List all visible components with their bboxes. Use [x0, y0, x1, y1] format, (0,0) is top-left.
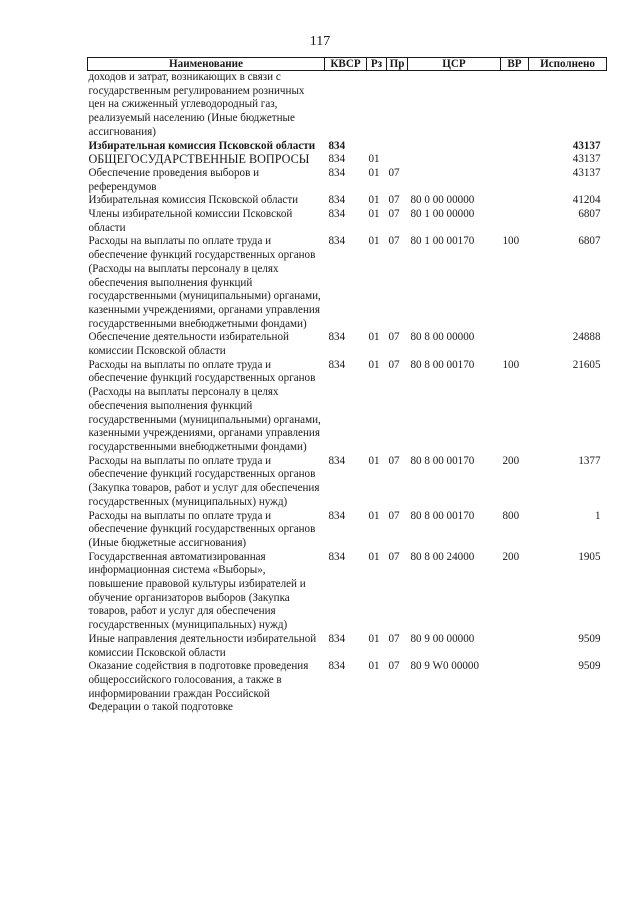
table-row — [88, 235, 607, 331]
cell-csr: 80 1 00 00170 — [410, 235, 475, 248]
cell-name: Члены избирательной комиссии Псковской области — [88, 208, 293, 234]
cell-sum: 1 — [594, 509, 601, 522]
cell-sum: 6807 — [578, 235, 601, 248]
cell-vr — [501, 194, 529, 208]
cell-name: Обеспечение проведения выборов и референдумов — [88, 166, 260, 193]
page-number: 117 — [309, 34, 331, 49]
header-rz: Рз — [367, 58, 387, 71]
cell-kvsr: 834 — [328, 235, 346, 248]
cell-csr — [408, 167, 501, 194]
cell-csr: 80 8 00 24000 — [410, 550, 475, 563]
cell-pr: 07 — [388, 550, 400, 563]
table-row — [88, 167, 607, 194]
cell-name: Государственная автоматизированная информационная система «Выборы», повышение правовой культуры избирателей и обучение организаторов выборов (Закупка товаров, работ и услуг для обеспечения государственных (муниципальных) нужд) — [88, 550, 306, 632]
cell-vr — [501, 331, 529, 358]
cell-pr — [387, 140, 408, 154]
cell-pr: 07 — [388, 509, 400, 522]
cell-kvsr: 834 — [328, 166, 346, 179]
cell-rz: 01 — [368, 358, 380, 371]
header-kvsr: КВСР — [325, 58, 367, 71]
cell-vr — [501, 208, 529, 235]
cell-name: ОБЩЕГОСУДАРСТВЕННЫЕ ВОПРОСЫ — [88, 152, 310, 167]
cell-pr: 07 — [388, 235, 400, 248]
cell-name: Иные направления деятельности избирательной комиссии Псковской области — [88, 632, 317, 659]
cell-sum: 6807 — [578, 208, 601, 221]
cell-csr: 80 1 00 00000 — [410, 208, 475, 221]
cell-kvsr: 834 — [328, 550, 346, 563]
cell-csr — [408, 153, 501, 167]
cell-csr: 80 8 00 00170 — [410, 358, 475, 371]
cell-csr: 80 9 00 00000 — [410, 632, 475, 645]
cell-kvsr: 834 — [328, 208, 346, 221]
cell-csr — [408, 71, 501, 140]
cell-vr — [501, 140, 529, 154]
cell-kvsr: 834 — [328, 153, 346, 166]
budget-table — [87, 57, 607, 715]
cell-pr: 07 — [388, 166, 400, 179]
cell-pr: 07 — [388, 208, 400, 221]
cell-name: Избирательная комиссия Псковской области — [88, 139, 316, 152]
table-header-row — [88, 58, 607, 71]
table-row — [88, 71, 607, 140]
cell-rz — [367, 71, 387, 140]
cell-csr: 80 8 00 00170 — [410, 509, 475, 522]
cell-rz: 01 — [368, 509, 380, 522]
cell-csr — [408, 140, 501, 154]
cell-name: Избирательная комиссия Псковской области — [88, 194, 299, 207]
cell-vr — [501, 153, 529, 167]
cell-pr: 07 — [388, 331, 400, 344]
cell-name: Расходы на выплаты по оплате труда и обеспечение функций государственных органов (Иные бюджетные ассигнования) — [88, 509, 316, 549]
cell-pr: 07 — [388, 194, 400, 207]
table-body — [88, 71, 607, 716]
cell-rz: 01 — [368, 153, 380, 166]
cell-sum: 9509 — [578, 632, 601, 645]
cell-rz: 01 — [368, 194, 380, 207]
cell-vr — [501, 633, 529, 660]
cell-name: Оказание содействия в подготовке проведения общероссийского голосования, а также в информировании граждан Российской Федерации о такой подготовке — [88, 660, 309, 714]
cell-vr: 200 — [502, 550, 520, 563]
header-pr: Пр — [387, 58, 408, 71]
cell-kvsr: 834 — [328, 331, 346, 344]
cell-csr: 80 9 W0 00000 — [410, 660, 480, 673]
cell-kvsr: 834 — [328, 660, 346, 673]
cell-rz: 01 — [368, 166, 380, 179]
cell-sum: 24888 — [572, 331, 601, 344]
cell-rz: 01 — [368, 660, 380, 673]
cell-sum: 43137 — [572, 166, 601, 179]
cell-sum: 21605 — [572, 358, 601, 371]
table-row — [88, 660, 607, 715]
table-row — [88, 633, 607, 660]
cell-rz: 01 — [368, 632, 380, 645]
table-row — [88, 331, 607, 358]
cell-pr — [387, 153, 408, 167]
cell-kvsr — [325, 71, 367, 140]
cell-sum: 41204 — [572, 194, 601, 207]
cell-csr: 80 8 00 00170 — [410, 454, 475, 467]
cell-kvsr: 834 — [328, 358, 346, 371]
table-row — [88, 359, 607, 455]
cell-rz: 01 — [368, 235, 380, 248]
cell-name: Расходы на выплаты по оплате труда и обеспечение функций государственных органов (Закупка товаров, работ и услуг для обеспечения государственных (муниципальных) нужд) — [88, 454, 320, 508]
cell-rz: 01 — [368, 331, 380, 344]
table-row — [88, 194, 607, 208]
cell-name: Обеспечение деятельности избирательной комиссии Псковской области — [88, 331, 289, 358]
cell-name: Расходы на выплаты по оплате труда и обеспечение функций государственных органов (Расходы на выплаты персоналу в целях обеспечения выполнения функций государственными (муниципальными) органами, казенными учреждениями, органами управления государственными внебюджетными фондами) — [88, 358, 321, 453]
cell-sum: 9509 — [578, 660, 601, 673]
table-row — [88, 140, 607, 154]
cell-csr: 80 0 00 00000 — [410, 194, 475, 207]
cell-kvsr: 834 — [328, 194, 346, 207]
cell-vr: 800 — [502, 509, 520, 522]
cell-vr — [501, 660, 529, 715]
cell-vr — [501, 71, 529, 140]
cell-sum — [529, 71, 607, 140]
table-row — [88, 455, 607, 510]
cell-pr: 07 — [388, 454, 400, 467]
cell-vr: 100 — [502, 358, 520, 371]
cell-rz: 01 — [368, 550, 380, 563]
header-vr: ВР — [501, 58, 529, 71]
cell-sum: 43137 — [572, 153, 601, 166]
table-row — [88, 208, 607, 235]
cell-rz — [367, 140, 387, 154]
cell-sum: 1905 — [578, 550, 601, 563]
table-row — [88, 551, 607, 633]
cell-name: доходов и затрат, возникающих в связи с государственным регулированием розничных цен на сжиженный углеводородный газ, реализуемый населению (Иные бюджетные ассигнования) — [88, 71, 305, 138]
cell-sum: 43137 — [572, 139, 601, 152]
cell-kvsr: 834 — [328, 139, 346, 152]
header-sum: Исполнено — [529, 58, 607, 71]
cell-pr: 07 — [388, 632, 400, 645]
header-csr: ЦСР — [408, 58, 501, 71]
cell-kvsr: 834 — [328, 509, 346, 522]
table-row — [88, 510, 607, 551]
cell-rz: 01 — [368, 454, 380, 467]
cell-kvsr: 834 — [328, 454, 346, 467]
cell-pr — [387, 71, 408, 140]
table-row — [88, 153, 607, 167]
cell-sum: 1377 — [578, 454, 601, 467]
header-name: Наименование — [88, 58, 325, 71]
cell-kvsr: 834 — [328, 632, 346, 645]
cell-name: Расходы на выплаты по оплате труда и обеспечение функций государственных органов (Расходы на выплаты персоналу в целях обеспечения выполнения функций государственными (муниципальными) органами, казенными учреждениями, органами управления государственными внебюджетными фондами) — [88, 235, 321, 330]
cell-pr: 07 — [388, 660, 400, 673]
cell-pr: 07 — [388, 358, 400, 371]
cell-vr: 100 — [502, 235, 520, 248]
cell-vr — [501, 167, 529, 194]
cell-vr: 200 — [502, 454, 520, 467]
cell-rz: 01 — [368, 208, 380, 221]
cell-csr: 80 8 00 00000 — [410, 331, 475, 344]
